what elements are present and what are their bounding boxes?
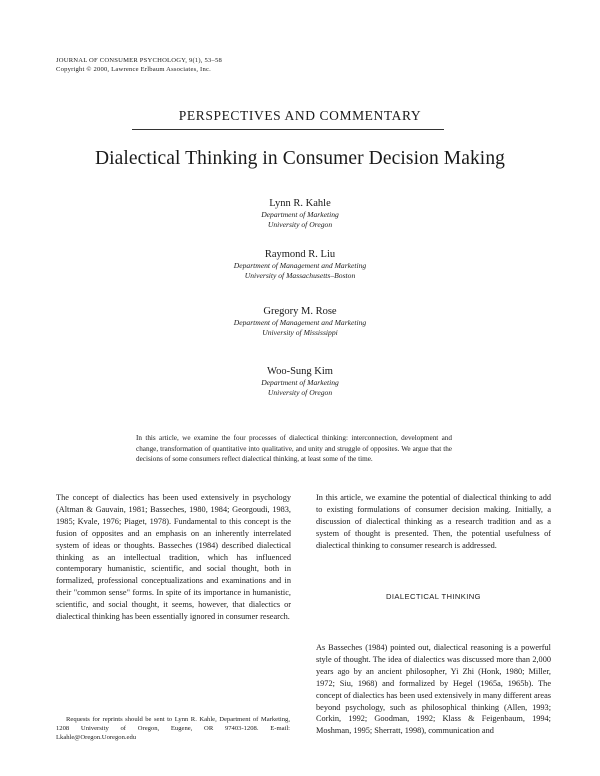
author-block [0, 305, 600, 338]
author-university: University of Massachusetts–Boston [244, 271, 356, 280]
author-block [0, 365, 600, 398]
journal-citation [56, 57, 222, 74]
author-name: Gregory M. Rose [263, 306, 337, 317]
body-column-right-lower [316, 642, 551, 737]
author-name: Lynn R. Kahle [269, 198, 331, 209]
author-department: Department of Marketing [261, 210, 339, 219]
section-title: PERSPECTIVES AND COMMENTARY [178, 108, 422, 123]
section-heading: DIALECTICAL THINKING [386, 592, 481, 601]
author-name: Woo-Sung Kim [267, 366, 333, 377]
body-column-left [56, 492, 291, 623]
author-department: Department of Management and Marketing [233, 318, 367, 327]
section-divider [132, 129, 444, 130]
author-university: University of Oregon [267, 388, 333, 397]
footnote: Requests for reprints should be sent to Lynn R. Kahle, Department of Marketing, 1208 University of Oregon, Eugene, OR 97403-1208. E-mail: Lkahle@Oregon.Uoregon.edu [56, 716, 290, 741]
author-block [0, 248, 600, 281]
body-paragraph: In this article, we examine the potential of dialectical thinking to add to existing formulations of consumer decision making. Initially, a discussion of dialectical thinking as a research tradition and as a system of thought is presented. Then, the potential usefulness of dialectical thinking to consumer research is addressed. [316, 493, 551, 550]
copyright-line: Copyright © 2000, Lawrence Erlbaum Associates, Inc. [56, 65, 211, 73]
author-university: University of Mississippi [262, 328, 338, 337]
abstract: In this article, we examine the four processes of dialectical thinking: interconnection, development and change, transformation of quantitative into qualitative, and unity and struggle of opposites. We argue that the decisions of some consumers reflect dialectical thinking, at least some of the time. [136, 434, 452, 463]
author-name: Raymond R. Liu [264, 249, 336, 260]
body-paragraph: As Basseches (1984) pointed out, dialectical reasoning is a powerful style of thought. The idea of dialectics was discussed more than 2,000 years ago by an ancient philosopher, Yi Zhi (Honk, 1980; Miller, 1972; Siu, 1968) and formalized by Hegel (1965a, 1965b). The concept of dialectics has been used extensively in many different areas beyond psychology, such as philosophical thinking (Allen, 1993; Corkin, 1992; Goodman, 1992; Klass & Feigenbaum, 1994; Moshman, 1995; Sherratt, 1998), communication and [316, 643, 551, 736]
paper-title: Dialectical Thinking in Consumer Decision Making [94, 148, 506, 169]
body-column-right [316, 492, 551, 552]
author-university: University of Oregon [267, 220, 333, 229]
journal-line: JOURNAL OF CONSUMER PSYCHOLOGY, 9(1), 53–58 [56, 57, 222, 64]
author-department: Department of Management and Marketing [233, 261, 367, 270]
author-block [0, 197, 600, 230]
author-department: Department of Marketing [261, 378, 339, 387]
body-paragraph: The concept of dialectics has been used extensively in psychology (Altman & Gauvain, 1981; Basseches, 1980, 1984; Georgoudi, 1983, 1985; Kvale, 1976; Piaget, 1978). Fundamental to this concept is the fusion of opposites and an emphasis on an inherently interrelated system of ideas or thoughts. Basseches (1984) described dialectical thinking as an intellectual tradition, which has influenced contemporary humanistic, scientific, and social thought, both in formalized, professional conceptualizations and examinations and in their "common sense" forms. In spite of its importance in humanistic, scientific, and social thought, it seems, however, that dialectics or dialectical thinking has been essentially ignored in consumer research. [56, 493, 291, 622]
